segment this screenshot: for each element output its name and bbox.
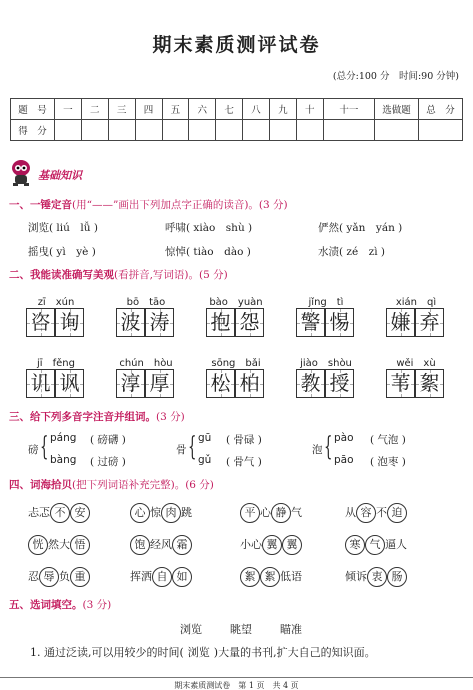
- q1-options[interactable]: ( yì yè ): [49, 246, 96, 258]
- idiom-blank[interactable]: 肠: [387, 567, 407, 587]
- q1-options[interactable]: ( yǎn yán ): [339, 222, 403, 234]
- score-table-header-row: [11, 99, 463, 120]
- pinyin-word-item: [206, 293, 266, 337]
- pinyin-label: jiào shòu: [300, 358, 352, 369]
- sentence-text: )大量的书刊,扩大自己的知识面。: [213, 646, 376, 659]
- idiom-blank[interactable]: 自: [152, 567, 172, 587]
- polyphone-char: 泡: [312, 444, 323, 456]
- polyphone-pinyin[interactable]: pāo: [334, 454, 354, 466]
- idiom-text: 负: [59, 570, 70, 583]
- idiom-blank[interactable]: 絮: [260, 567, 280, 587]
- pinyin-word-item: [206, 354, 266, 398]
- polyphone-char: 骨: [176, 444, 187, 456]
- q1-options[interactable]: ( liú lǚ ): [49, 222, 98, 234]
- pinyin-label: chún hòu: [119, 358, 173, 369]
- pinyin-label: xián qì: [395, 297, 437, 308]
- q1-item: [318, 220, 402, 235]
- word-choice: 眺望: [230, 623, 252, 636]
- section-title: 五、选词填空。: [9, 599, 83, 611]
- score-header: 八: [243, 99, 270, 120]
- char-box[interactable]: [206, 369, 235, 398]
- idiom-row-2: [345, 535, 407, 555]
- polyphone-word[interactable]: ( 磅礴 ): [90, 434, 126, 446]
- idiom-blank[interactable]: 辱: [39, 567, 59, 587]
- char-box[interactable]: [296, 369, 325, 398]
- mascot-icon: [8, 157, 34, 187]
- section-title: 三、给下列多音字注音并组词。: [9, 411, 156, 423]
- score-header: 十: [296, 99, 323, 120]
- score-header: 九: [270, 99, 297, 120]
- fill-sentence-1: [30, 644, 376, 660]
- score-header: 题 号: [11, 99, 55, 120]
- q1-item: [165, 244, 251, 259]
- q1-word: 呼啸: [165, 222, 186, 234]
- idiom-blank[interactable]: 不: [50, 503, 70, 523]
- pinyin-label: jǐng tì: [308, 297, 344, 308]
- score-header: 十一: [323, 99, 374, 120]
- char-box[interactable]: [26, 369, 55, 398]
- score-header: 六: [189, 99, 216, 120]
- score-header: 一: [55, 99, 82, 120]
- char-box[interactable]: [325, 308, 354, 337]
- char-box[interactable]: [235, 308, 264, 337]
- idiom-blank[interactable]: 如: [172, 567, 192, 587]
- score-header: 二: [81, 99, 108, 120]
- pinyin-label: sōng bǎi: [211, 358, 261, 369]
- char-text: 涛: [149, 310, 170, 334]
- section-title: 四、词海拾贝: [9, 479, 72, 491]
- char-text: 授: [329, 371, 350, 395]
- score-cell[interactable]: [216, 120, 243, 141]
- idiom-text: 气: [291, 506, 302, 519]
- char-text: 讽: [59, 371, 80, 395]
- char-box[interactable]: [116, 369, 145, 398]
- q1-item: [165, 220, 252, 235]
- score-cell[interactable]: [375, 120, 419, 141]
- section-hint: (用“——”画出下列加点字正确的读音)。(3 分): [72, 199, 288, 211]
- score-cell[interactable]: [189, 120, 216, 141]
- char-text: 淳: [120, 371, 141, 395]
- char-text: 弃: [419, 310, 440, 334]
- section-title: 二、我能读准确写美观: [9, 269, 114, 281]
- q1-word: 水渍: [318, 246, 339, 258]
- char-text: 絮: [419, 371, 440, 395]
- polyphone-pinyin[interactable]: bàng: [50, 454, 77, 466]
- q1-item: [318, 244, 385, 259]
- char-box[interactable]: [325, 369, 354, 398]
- idiom-row-1: [130, 503, 192, 523]
- polyphone-pinyin[interactable]: gǔ: [198, 454, 212, 466]
- idiom-row-1: [240, 503, 302, 523]
- pinyin-word-item: [386, 293, 446, 337]
- idiom-blank[interactable]: 迫: [387, 503, 407, 523]
- polyphone-pinyin[interactable]: pào: [334, 432, 354, 444]
- score-cell[interactable]: [323, 120, 374, 141]
- idiom-text: 倾诉: [345, 570, 367, 583]
- idiom-text: 挥洒: [130, 570, 152, 583]
- idiom-blank[interactable]: 气: [365, 535, 385, 555]
- score-cell[interactable]: [296, 120, 323, 141]
- section-5-title: [9, 597, 111, 612]
- polyphone-group: [28, 430, 158, 470]
- char-text: 惕: [329, 310, 350, 334]
- idiom-blank[interactable]: 肉: [161, 503, 181, 523]
- char-box[interactable]: [26, 308, 55, 337]
- polyphone-word[interactable]: ( 泡枣 ): [370, 456, 406, 468]
- score-header: 四: [135, 99, 162, 120]
- idiom-row-2: [28, 535, 90, 555]
- section-hint: (3 分): [156, 411, 185, 423]
- idiom-blank[interactable]: 重: [70, 567, 90, 587]
- score-cell[interactable]: [81, 120, 108, 141]
- idiom-text: 经风: [150, 538, 172, 551]
- char-text: 波: [120, 310, 141, 334]
- idiom-blank[interactable]: 恍: [28, 535, 48, 555]
- idiom-blank[interactable]: 悟: [70, 535, 90, 555]
- char-text: 教: [300, 371, 321, 395]
- section-hint: (看拼音,写词语)。(5 分): [114, 269, 228, 281]
- idiom-text: 从: [345, 506, 356, 519]
- idiom-text: 心: [260, 506, 271, 519]
- pinyin-word-item: [116, 354, 176, 398]
- char-box[interactable]: [55, 369, 84, 398]
- score-table-score-row: [11, 120, 463, 141]
- q1-item: [28, 220, 98, 235]
- idiom-blank[interactable]: 心: [130, 503, 150, 523]
- char-text: 警: [300, 310, 321, 334]
- char-text: 抱: [210, 310, 231, 334]
- pinyin-word-item: [26, 293, 86, 337]
- idiom-text: 跳: [181, 506, 192, 519]
- section-1-title: [9, 197, 288, 212]
- q1-word: 摇曳: [28, 246, 49, 258]
- page-title: 期末素质测评试卷: [152, 34, 321, 56]
- score-cell[interactable]: [135, 120, 162, 141]
- pinyin-label: jī fěng: [37, 358, 75, 369]
- idiom-row-3: [130, 567, 192, 587]
- polyphone-char: 磅: [28, 444, 39, 456]
- brace: {: [188, 432, 197, 462]
- idiom-row-2: [130, 535, 192, 555]
- q1-options[interactable]: ( xiào shù ): [186, 222, 253, 234]
- exam-note: (总分:100 分 时间:90 分钟): [332, 71, 459, 82]
- sentence-text: 1. 通过泛读,可以用较少的时间(: [30, 646, 184, 659]
- pinyin-word-item: [296, 354, 356, 398]
- polyphone-word[interactable]: ( 过磅 ): [90, 456, 126, 468]
- polyphone-word[interactable]: ( 骨碌 ): [226, 434, 262, 446]
- q1-options[interactable]: ( zé zì ): [339, 246, 386, 258]
- section-hint: (把下列词语补充完整)。(6 分): [72, 479, 214, 491]
- idiom-text: 惊: [150, 506, 161, 519]
- char-box[interactable]: [145, 369, 174, 398]
- char-text: 松: [210, 371, 231, 395]
- section-hint: (3 分): [82, 599, 112, 611]
- idiom-text: 不: [376, 506, 387, 519]
- pinyin-word-item: [296, 293, 356, 337]
- polyphone-group: [312, 430, 462, 470]
- idiom-row-1: [28, 503, 90, 523]
- q1-word: 浏览: [28, 222, 49, 234]
- char-box[interactable]: [206, 308, 235, 337]
- idiom-blank[interactable]: 翼: [282, 535, 302, 555]
- char-text: 讥: [30, 371, 51, 395]
- char-box[interactable]: [235, 369, 264, 398]
- polyphone-pinyin[interactable]: gū: [198, 432, 212, 444]
- idiom-blank[interactable]: 寒: [345, 535, 365, 555]
- section-title: 一、一锤定音: [9, 199, 72, 211]
- pinyin-word-item: [26, 354, 86, 398]
- pinyin-label: bào yuàn: [209, 297, 263, 308]
- idiom-blank[interactable]: 静: [271, 503, 291, 523]
- idiom-text: 低语: [280, 570, 302, 583]
- idiom-row-3: [28, 567, 90, 587]
- section-3-title: [9, 409, 185, 424]
- char-box[interactable]: [55, 308, 84, 337]
- score-cell[interactable]: [270, 120, 297, 141]
- q1-item: [28, 244, 96, 259]
- idiom-blank[interactable]: 翼: [262, 535, 282, 555]
- idiom-text: 小心: [240, 538, 262, 551]
- pinyin-word-item: [116, 293, 176, 337]
- idiom-row-2: [240, 535, 302, 555]
- idiom-row-3: [240, 567, 302, 587]
- idiom-row-3: [345, 567, 407, 587]
- char-box[interactable]: [415, 369, 444, 398]
- score-cell[interactable]: [419, 120, 463, 141]
- idiom-row-1: [345, 503, 407, 523]
- idiom-text: 逼人: [385, 538, 407, 551]
- score-header: 五: [162, 99, 189, 120]
- pinyin-label: wěi xù: [396, 358, 436, 369]
- char-box[interactable]: [415, 308, 444, 337]
- idiom-blank[interactable]: 衷: [367, 567, 387, 587]
- section-banner: 基础知识: [38, 169, 82, 182]
- polyphone-word[interactable]: ( 骨气 ): [226, 456, 262, 468]
- score-cell[interactable]: [108, 120, 135, 141]
- score-row-label: 得 分: [11, 120, 55, 141]
- char-text: 怨: [239, 310, 260, 334]
- char-text: 询: [59, 310, 80, 334]
- idiom-blank[interactable]: 安: [70, 503, 90, 523]
- char-box[interactable]: [296, 308, 325, 337]
- pinyin-word-item: [386, 354, 446, 398]
- score-header: 三: [108, 99, 135, 120]
- word-choice: 浏览: [180, 623, 202, 636]
- idiom-blank[interactable]: 饱: [130, 535, 150, 555]
- score-header: 总 分: [419, 99, 463, 120]
- polyphone-pinyin[interactable]: páng: [50, 432, 77, 444]
- polyphone-word[interactable]: ( 气泡 ): [370, 434, 406, 446]
- section-2-title: [9, 267, 228, 282]
- idiom-text: 忐忑: [28, 506, 50, 519]
- score-table: [10, 98, 463, 141]
- score-cell[interactable]: [162, 120, 189, 141]
- brace: {: [40, 432, 49, 462]
- idiom-blank[interactable]: 絮: [240, 567, 260, 587]
- char-text: 厚: [149, 371, 170, 395]
- char-box[interactable]: [386, 369, 415, 398]
- char-text: 苇: [390, 371, 411, 395]
- page-footer: 期末素质测试卷 第 1 页 共 4 页: [0, 677, 473, 690]
- q1-word: 惊悼: [165, 246, 186, 258]
- char-text: 嫌: [390, 310, 411, 334]
- char-text: 柏: [239, 371, 260, 395]
- pinyin-label: bō tāo: [126, 297, 166, 308]
- score-cell[interactable]: [55, 120, 82, 141]
- idiom-text: 然大: [48, 538, 70, 551]
- q1-options[interactable]: ( tiào dào ): [186, 246, 251, 258]
- brace: {: [324, 432, 333, 462]
- idiom-blank[interactable]: 容: [356, 503, 376, 523]
- idiom-blank[interactable]: 霜: [172, 535, 192, 555]
- score-cell[interactable]: [243, 120, 270, 141]
- char-box[interactable]: [116, 308, 145, 337]
- word-choice: 瞄准: [280, 623, 302, 636]
- score-header: 七: [216, 99, 243, 120]
- pinyin-label: zī xún: [37, 297, 75, 308]
- idiom-text: 忍: [28, 570, 39, 583]
- char-box[interactable]: [386, 308, 415, 337]
- idiom-blank[interactable]: 平: [240, 503, 260, 523]
- score-header: 选做题: [375, 99, 419, 120]
- section-4-title: [9, 477, 214, 492]
- q1-word: 俨然: [318, 222, 339, 234]
- char-text: 咨: [30, 310, 51, 334]
- polyphone-group: [176, 430, 306, 470]
- sentence-answer[interactable]: 浏览: [187, 646, 210, 659]
- char-box[interactable]: [145, 308, 174, 337]
